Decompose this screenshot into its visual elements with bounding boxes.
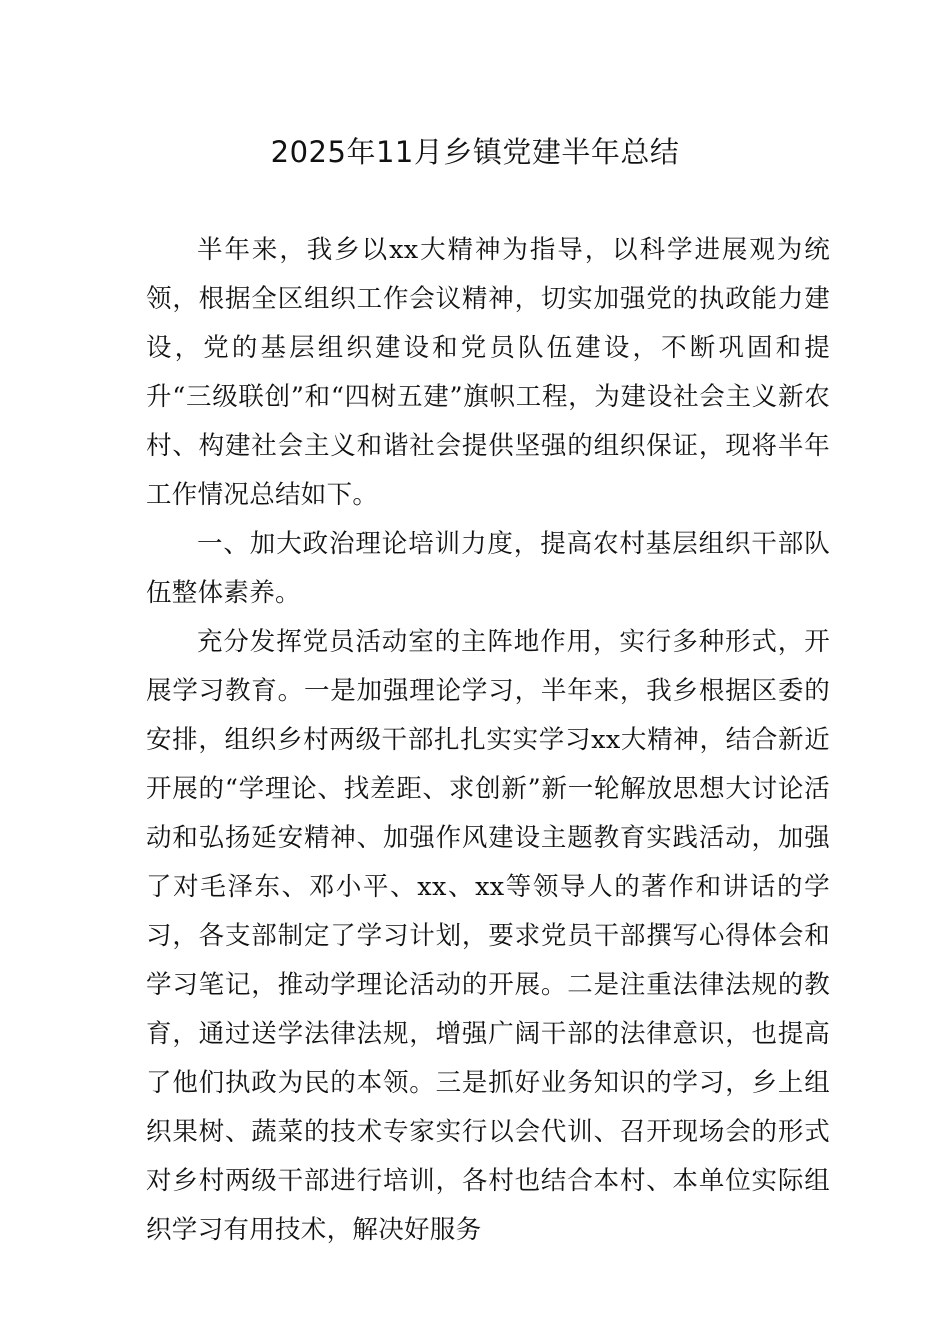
document-title: 2025年11月乡镇党建半年总结 <box>270 135 680 169</box>
paragraph-intro: 半年来，我乡以xx大精神为指导，以科学进展观为统领，根据全区组织工作会议精神，切实加强党的执政能力建设，党的基层组织建设和党员队伍建设，不断巩固和提升“三级联创”和“四树五建”旗帜工程，为建设社会主义新农村、构建社会主义和谐社会提供坚强的组织保证，现将半年工作情况总结如下。 <box>146 235 830 510</box>
paragraph-section-one: 充分发挥党员活动室的主阵地作用，实行多种形式，开展学习教育。一是加强理论学习，半年来，我乡根据区委的安排，组织乡村两级干部扎扎实实学习xx大精神，结合新近开展的“学理论、找差距、求创新”新一轮解放思想大讨论活动和弘扬延安精神、加强作风建设主题教育实践活动，加强了对毛泽东、邓小平、xx、xx等领导人的著作和讲话的学习，各支部制定了学习计划，要求党员干部撰写心得体会和学习笔记，推动学理论活动的开展。二是注重法律法规的教育，通过送学法律法规，增强广阔干部的法律意识，也提高了他们执政为民的本领。三是抓好业务知识的学习，乡上组织果树、蔬菜的技术专家实行以会代训、召开现场会的形式对乡村两级干部进行培训，各村也结合本村、本单位实际组织学习有用技术，解决好服务 <box>146 627 830 1245</box>
section-heading-one: 一、加大政治理论培训力度，提高农村基层组织干部队伍整体素养。 <box>146 529 830 608</box>
document-body <box>146 226 830 1255</box>
